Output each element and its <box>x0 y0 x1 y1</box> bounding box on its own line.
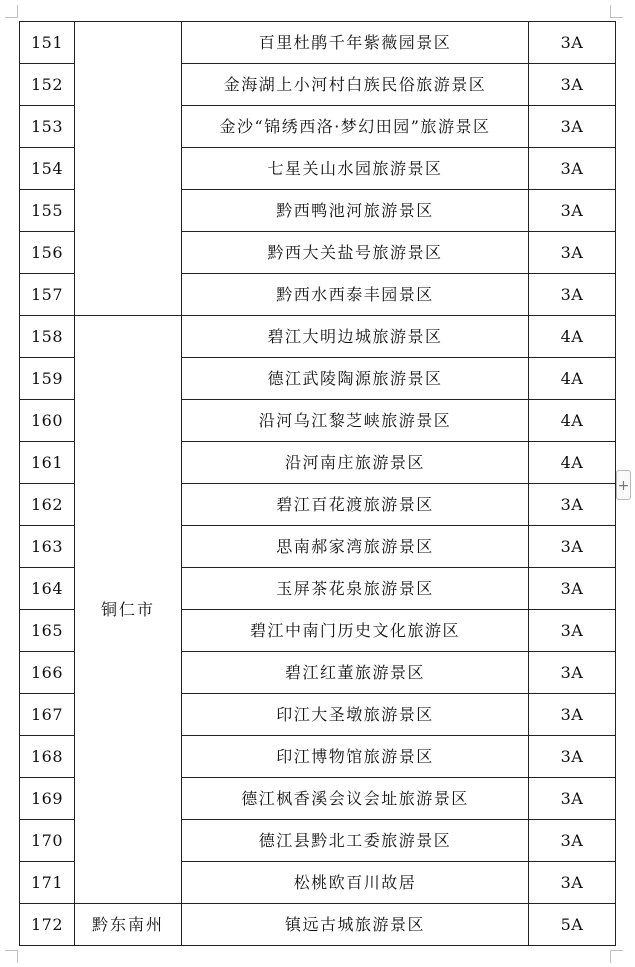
grade-cell[interactable]: 4A <box>529 358 616 400</box>
row-number-cell[interactable]: 156 <box>20 232 75 274</box>
row-number-cell[interactable]: 153 <box>20 106 75 148</box>
row-number-cell[interactable]: 155 <box>20 190 75 232</box>
row-number-cell[interactable]: 157 <box>20 274 75 316</box>
grade-cell[interactable]: 3A <box>529 526 616 568</box>
row-number-cell[interactable]: 160 <box>20 400 75 442</box>
city-cell[interactable]: 黔东南州 <box>75 904 182 946</box>
scenic-area-name-cell[interactable]: 德江县黔北工委旅游景区 <box>182 820 529 862</box>
grade-cell[interactable]: 3A <box>529 22 616 64</box>
scenic-area-name-cell[interactable]: 松桃欧百川故居 <box>182 862 529 904</box>
scenic-area-name-cell[interactable]: 金沙“锦绣西洛·梦幻田园”旅游景区 <box>182 106 529 148</box>
scenic-area-name-cell[interactable]: 碧江红董旅游景区 <box>182 652 529 694</box>
row-number-cell[interactable]: 158 <box>20 316 75 358</box>
scenic-area-name-cell[interactable]: 黔西大关盐号旅游景区 <box>182 232 529 274</box>
scenic-area-name-cell[interactable]: 百里杜鹃千年紫薇园景区 <box>182 22 529 64</box>
city-cell[interactable] <box>75 22 182 316</box>
grade-cell[interactable]: 4A <box>529 316 616 358</box>
scenic-area-name-cell[interactable]: 七星关山水园旅游景区 <box>182 148 529 190</box>
grade-cell[interactable]: 3A <box>529 106 616 148</box>
row-number-cell[interactable]: 171 <box>20 862 75 904</box>
city-cell[interactable]: 铜仁市 <box>75 316 182 904</box>
row-number-cell[interactable]: 151 <box>20 22 75 64</box>
grade-cell[interactable]: 4A <box>529 400 616 442</box>
scenic-area-name-cell[interactable]: 沿河南庄旅游景区 <box>182 442 529 484</box>
row-number-cell[interactable]: 166 <box>20 652 75 694</box>
page-corner-mark <box>5 5 18 18</box>
page-corner-mark <box>610 5 623 18</box>
grade-cell[interactable]: 3A <box>529 190 616 232</box>
grade-cell[interactable]: 3A <box>529 820 616 862</box>
row-number-cell[interactable]: 169 <box>20 778 75 820</box>
row-number-cell[interactable]: 168 <box>20 736 75 778</box>
table-row <box>20 904 616 946</box>
grade-cell[interactable]: 3A <box>529 862 616 904</box>
page-corner-mark <box>5 950 18 963</box>
page-corner-mark <box>610 950 623 963</box>
grade-cell[interactable]: 4A <box>529 442 616 484</box>
row-number-cell[interactable]: 165 <box>20 610 75 652</box>
row-number-cell[interactable]: 163 <box>20 526 75 568</box>
table-row <box>20 316 616 358</box>
table-row <box>20 22 616 64</box>
add-column-button[interactable]: + <box>616 470 631 500</box>
row-number-cell[interactable]: 161 <box>20 442 75 484</box>
scenic-area-table <box>19 21 616 946</box>
row-number-cell[interactable]: 170 <box>20 820 75 862</box>
scenic-area-name-cell[interactable]: 碧江中南门历史文化旅游区 <box>182 610 529 652</box>
grade-cell[interactable]: 3A <box>529 64 616 106</box>
scenic-area-name-cell[interactable]: 镇远古城旅游景区 <box>182 904 529 946</box>
row-number-cell[interactable]: 152 <box>20 64 75 106</box>
scenic-area-name-cell[interactable]: 碧江百花渡旅游景区 <box>182 484 529 526</box>
scenic-area-name-cell[interactable]: 思南郝家湾旅游景区 <box>182 526 529 568</box>
scenic-area-name-cell[interactable]: 玉屏茶花泉旅游景区 <box>182 568 529 610</box>
grade-cell[interactable]: 3A <box>529 778 616 820</box>
grade-cell[interactable]: 3A <box>529 568 616 610</box>
row-number-cell[interactable]: 159 <box>20 358 75 400</box>
grade-cell[interactable]: 5A <box>529 904 616 946</box>
row-number-cell[interactable]: 167 <box>20 694 75 736</box>
scenic-area-name-cell[interactable]: 德江武陵陶源旅游景区 <box>182 358 529 400</box>
grade-cell[interactable]: 3A <box>529 484 616 526</box>
grade-cell[interactable]: 3A <box>529 694 616 736</box>
row-number-cell[interactable]: 172 <box>20 904 75 946</box>
scenic-area-name-cell[interactable]: 沿河乌江黎芝峡旅游景区 <box>182 400 529 442</box>
scenic-area-name-cell[interactable]: 印江大圣墩旅游景区 <box>182 694 529 736</box>
scenic-area-name-cell[interactable]: 德江枫香溪会议会址旅游景区 <box>182 778 529 820</box>
grade-cell[interactable]: 3A <box>529 652 616 694</box>
scenic-area-name-cell[interactable]: 金海湖上小河村白族民俗旅游景区 <box>182 64 529 106</box>
grade-cell[interactable]: 3A <box>529 736 616 778</box>
scenic-area-name-cell[interactable]: 碧江大明边城旅游景区 <box>182 316 529 358</box>
table-body <box>20 22 616 946</box>
scenic-area-name-cell[interactable]: 黔西鸭池河旅游景区 <box>182 190 529 232</box>
grade-cell[interactable]: 3A <box>529 232 616 274</box>
row-number-cell[interactable]: 164 <box>20 568 75 610</box>
scenic-area-name-cell[interactable]: 印江博物馆旅游景区 <box>182 736 529 778</box>
scenic-area-name-cell[interactable]: 黔西水西泰丰园景区 <box>182 274 529 316</box>
grade-cell[interactable]: 3A <box>529 610 616 652</box>
grade-cell[interactable]: 3A <box>529 148 616 190</box>
row-number-cell[interactable]: 162 <box>20 484 75 526</box>
grade-cell[interactable]: 3A <box>529 274 616 316</box>
row-number-cell[interactable]: 154 <box>20 148 75 190</box>
